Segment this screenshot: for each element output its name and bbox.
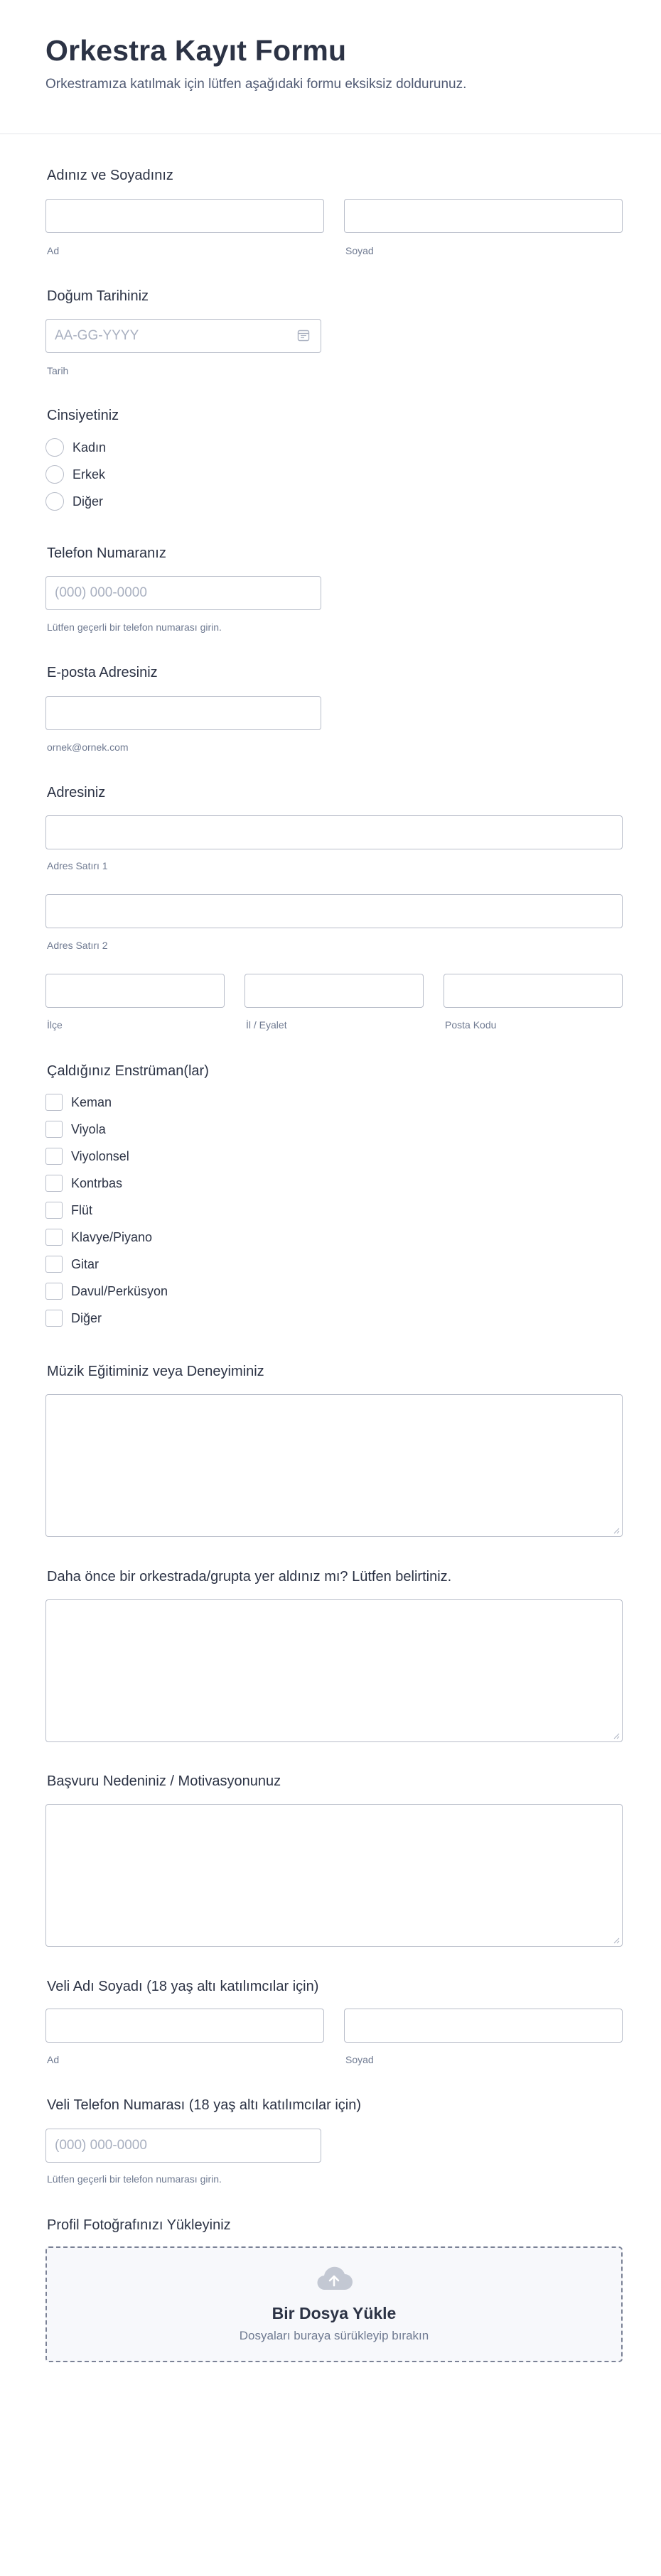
- form-header: [0, 0, 661, 134]
- address-label: Adresiniz: [47, 785, 106, 800]
- phone-sublabel: Lütfen geçerli bir telefon numarası girin.: [47, 621, 222, 633]
- birth-date-input[interactable]: [45, 319, 321, 353]
- photo-label: Profil Fotoğrafınızı Yükleyiniz: [47, 2217, 231, 2233]
- instrument-option[interactable]: Viyolonsel: [45, 1147, 129, 1165]
- province-input[interactable]: [244, 974, 424, 1008]
- instruments-label: Çaldığınız Enstrüman(lar): [47, 1063, 209, 1079]
- district-input[interactable]: [45, 974, 225, 1008]
- gender-option[interactable]: Erkek: [45, 465, 105, 484]
- checkbox[interactable]: [45, 1202, 63, 1219]
- guardian-name-label: Veli Adı Soyadı (18 yaş altı katılımcılar için): [47, 1979, 319, 1994]
- resize-handle-icon[interactable]: [613, 1732, 620, 1739]
- instrument-option[interactable]: Davul/Perküsyon: [45, 1282, 168, 1300]
- instrument-option[interactable]: Diğer: [45, 1309, 102, 1327]
- instrument-option[interactable]: Viyola: [45, 1120, 106, 1138]
- email-input[interactable]: [45, 696, 321, 730]
- gender-option[interactable]: Diğer: [45, 492, 103, 511]
- upload-title: Bir Dosya Yükle: [272, 2304, 397, 2322]
- province-sublabel: İl / Eyalet: [246, 1019, 287, 1031]
- education-label: Müzik Eğitiminiz veya Deneyiminiz: [47, 1364, 264, 1379]
- experience-label: Daha önce bir orkestrada/grupta yer aldınız mı? Lütfen belirtiniz.: [47, 1569, 452, 1585]
- postal-code-sublabel: Posta Kodu: [445, 1019, 497, 1031]
- last-name-input[interactable]: [344, 199, 623, 233]
- checkbox[interactable]: [45, 1148, 63, 1165]
- guardian-last-name-input[interactable]: [344, 2009, 623, 2043]
- checkbox[interactable]: [45, 1283, 63, 1300]
- checkbox[interactable]: [45, 1094, 63, 1111]
- address-line2-input[interactable]: [45, 894, 623, 928]
- cloud-upload-icon: [315, 2264, 353, 2291]
- checkbox[interactable]: [45, 1175, 63, 1192]
- first-name-sublabel: Ad: [47, 245, 60, 256]
- guardian-phone-label: Veli Telefon Numarası (18 yaş altı katılımcılar için): [47, 2097, 362, 2113]
- email-sublabel: ornek@ornek.com: [47, 741, 129, 753]
- email-label: E-posta Adresiniz: [47, 665, 158, 680]
- checkbox[interactable]: [45, 1121, 63, 1138]
- form-subtitle: Orkestramıza katılmak için lütfen aşağıdaki formu eksiksiz doldurunuz.: [45, 77, 467, 92]
- form-title: Orkestra Kayıt Formu: [45, 34, 347, 67]
- resize-handle-icon[interactable]: [613, 1527, 620, 1534]
- instrument-option[interactable]: Keman: [45, 1093, 112, 1112]
- birth-date-label: Doğum Tarihiniz: [47, 288, 149, 304]
- radio-button[interactable]: [45, 438, 64, 457]
- instrument-option[interactable]: Flüt: [45, 1201, 92, 1219]
- resize-handle-icon[interactable]: [613, 1937, 620, 1944]
- guardian-last-name-sublabel: Soyad: [345, 2054, 374, 2065]
- address-line1-input[interactable]: [45, 815, 623, 849]
- gender-option[interactable]: Kadın: [45, 438, 106, 457]
- instrument-option[interactable]: Kontrbas: [45, 1174, 122, 1192]
- birth-date-sublabel: Tarih: [47, 365, 69, 376]
- education-textarea[interactable]: [45, 1394, 623, 1537]
- instrument-option[interactable]: Klavye/Piyano: [45, 1228, 152, 1246]
- checkbox[interactable]: [45, 1229, 63, 1246]
- phone-label: Telefon Numaranız: [47, 545, 166, 561]
- guardian-phone-sublabel: Lütfen geçerli bir telefon numarası girin.: [47, 2173, 222, 2185]
- last-name-sublabel: Soyad: [345, 245, 374, 256]
- guardian-first-name-sublabel: Ad: [47, 2054, 60, 2065]
- guardian-phone-input[interactable]: [45, 2129, 321, 2163]
- phone-input[interactable]: [45, 576, 321, 610]
- address-line2-sublabel: Adres Satırı 2: [47, 940, 108, 951]
- first-name-input[interactable]: [45, 199, 324, 233]
- checkbox[interactable]: [45, 1256, 63, 1273]
- gender-label: Cinsiyetiniz: [47, 408, 119, 423]
- instrument-option[interactable]: Gitar: [45, 1255, 99, 1273]
- experience-textarea[interactable]: [45, 1599, 623, 1742]
- guardian-first-name-input[interactable]: [45, 2009, 324, 2043]
- motivation-label: Başvuru Nedeniniz / Motivasyonunuz: [47, 1773, 281, 1789]
- file-upload-dropzone[interactable]: [45, 2246, 623, 2362]
- address-line1-sublabel: Adres Satırı 1: [47, 860, 108, 871]
- calendar-icon[interactable]: [297, 329, 310, 342]
- checkbox[interactable]: [45, 1310, 63, 1327]
- upload-subtitle: Dosyaları buraya sürükleyip bırakın: [239, 2329, 429, 2342]
- postal-code-input[interactable]: [444, 974, 623, 1008]
- name-label: Adınız ve Soyadınız: [47, 168, 173, 183]
- radio-button[interactable]: [45, 492, 64, 511]
- motivation-textarea[interactable]: [45, 1804, 623, 1947]
- radio-button[interactable]: [45, 465, 64, 484]
- district-sublabel: İlçe: [47, 1019, 63, 1031]
